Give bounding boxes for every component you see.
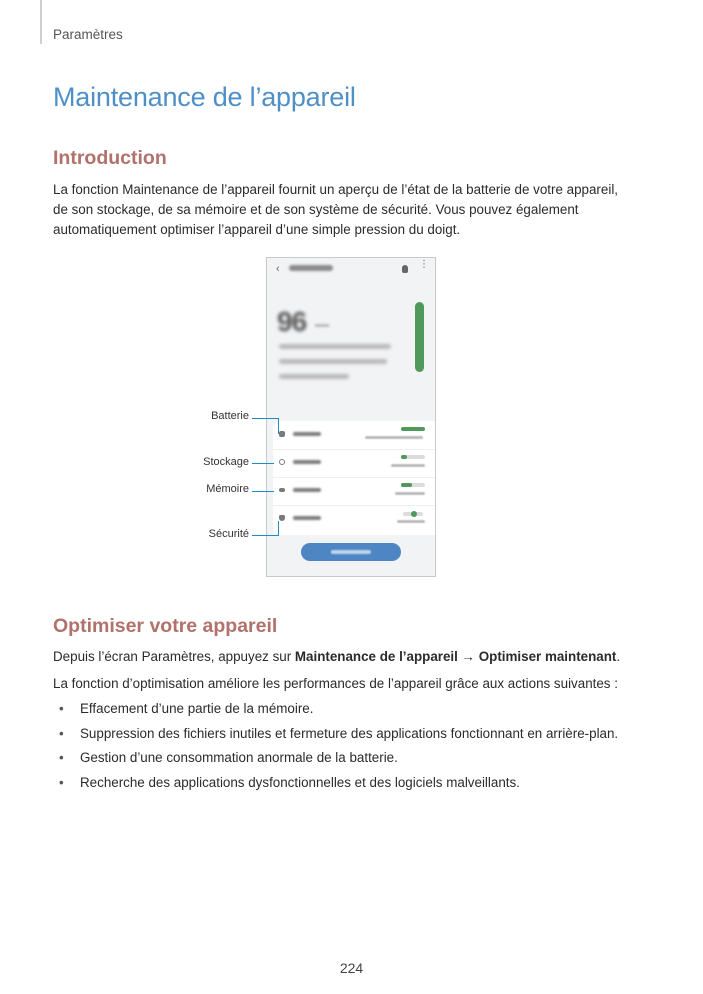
page-number: 224 — [339, 960, 364, 976]
callout-line — [278, 521, 279, 536]
menu-path-device-care: Maintenance de l’appareil — [294, 649, 458, 664]
score-caption-blurred — [315, 324, 329, 327]
callout-line — [252, 535, 279, 536]
app-bar — [267, 258, 435, 284]
optimize-heading: Optimiser votre appareil — [53, 615, 278, 637]
list-item — [53, 699, 618, 724]
introduction-paragraph: La fonction Maintenance de l’appareil fournit un aperçu de l’état de la batterie de votre appareil, de son stockage, de sa mémoire et de son système de sécurité. Vous pouvez également automatiquement optimiser l’appareil d’une simple pression du doigt. — [53, 182, 619, 237]
margin-rule — [40, 0, 42, 44]
callout-line — [252, 463, 274, 464]
page-title: Maintenance de l’appareil — [53, 82, 356, 112]
list-item-text: Gestion d’une consommation anormale de la batterie. — [80, 750, 398, 765]
security-row — [273, 505, 435, 533]
security-toggle-knob — [411, 511, 417, 517]
list-item — [53, 748, 618, 773]
menu-path-optimize-now: Optimiser maintenant — [478, 649, 617, 664]
bullet-icon: • — [59, 774, 64, 790]
instruction-text: Depuis l’écran Paramètres, appuyez sur — [53, 649, 295, 664]
list-item-text: Recherche des applications dysfonctionnelles et des logiciels malveillants. — [80, 774, 520, 790]
callout-security: Sécurité — [208, 528, 249, 540]
optimize-instruction — [53, 647, 633, 667]
summary-line-blurred — [279, 359, 387, 364]
storage-row — [273, 449, 435, 478]
storage-bar — [401, 455, 407, 459]
summary-line-blurred — [279, 344, 391, 349]
running-header: Paramètres — [53, 27, 123, 42]
list-item-text: Suppression des fichiers inutiles et fermeture des applications fonctionnant en arrière-plan. — [80, 725, 619, 741]
optimize-now-button — [301, 543, 401, 561]
row-detail-blurred — [391, 464, 425, 467]
callout-storage: Stockage — [203, 456, 249, 468]
status-card — [273, 421, 435, 535]
callout-line — [278, 418, 279, 434]
device-care-screenshot — [266, 257, 436, 577]
instruction-period: . — [616, 649, 621, 664]
row-label-blurred — [293, 460, 321, 464]
optimize-paragraph: La fonction d’optimisation améliore les performances de l’appareil grâce aux actions suivantes : — [53, 676, 618, 691]
back-arrow-icon: ‹ — [276, 263, 280, 275]
callout-line — [252, 491, 274, 492]
introduction-heading: Introduction — [53, 147, 167, 169]
memory-bar — [401, 483, 412, 487]
device-score: 96 — [277, 306, 307, 337]
row-label-blurred — [293, 488, 321, 492]
list-item — [53, 773, 618, 798]
list-item-text: Effacement d’une partie de la mémoire. — [80, 701, 314, 716]
optimization-actions-list — [53, 699, 618, 797]
battery-bar — [401, 427, 425, 431]
button-label-blurred — [331, 550, 371, 554]
row-detail-blurred — [397, 520, 425, 523]
memory-row — [273, 477, 435, 506]
security-shield-icon — [279, 515, 285, 521]
summary-line-blurred — [279, 374, 349, 379]
battery-row — [273, 421, 435, 450]
callout-memory: Mémoire — [206, 483, 249, 495]
row-detail-blurred — [365, 436, 423, 439]
bullet-icon: • — [59, 725, 64, 741]
app-title-blurred — [289, 265, 333, 271]
arrow-separator: → — [457, 649, 479, 664]
bullet-icon: • — [59, 701, 64, 716]
more-options-icon: ⋮ — [419, 259, 429, 270]
row-detail-blurred — [395, 492, 425, 495]
storage-icon — [279, 459, 285, 465]
row-label-blurred — [293, 432, 321, 436]
memory-icon — [279, 488, 285, 492]
callout-battery: Batterie — [211, 410, 249, 422]
bullet-icon: • — [59, 750, 64, 765]
lightbulb-icon — [402, 265, 408, 273]
score-bar — [415, 302, 424, 372]
callout-line — [252, 418, 279, 419]
list-item — [53, 724, 618, 749]
row-label-blurred — [293, 516, 321, 520]
battery-icon — [279, 431, 285, 437]
